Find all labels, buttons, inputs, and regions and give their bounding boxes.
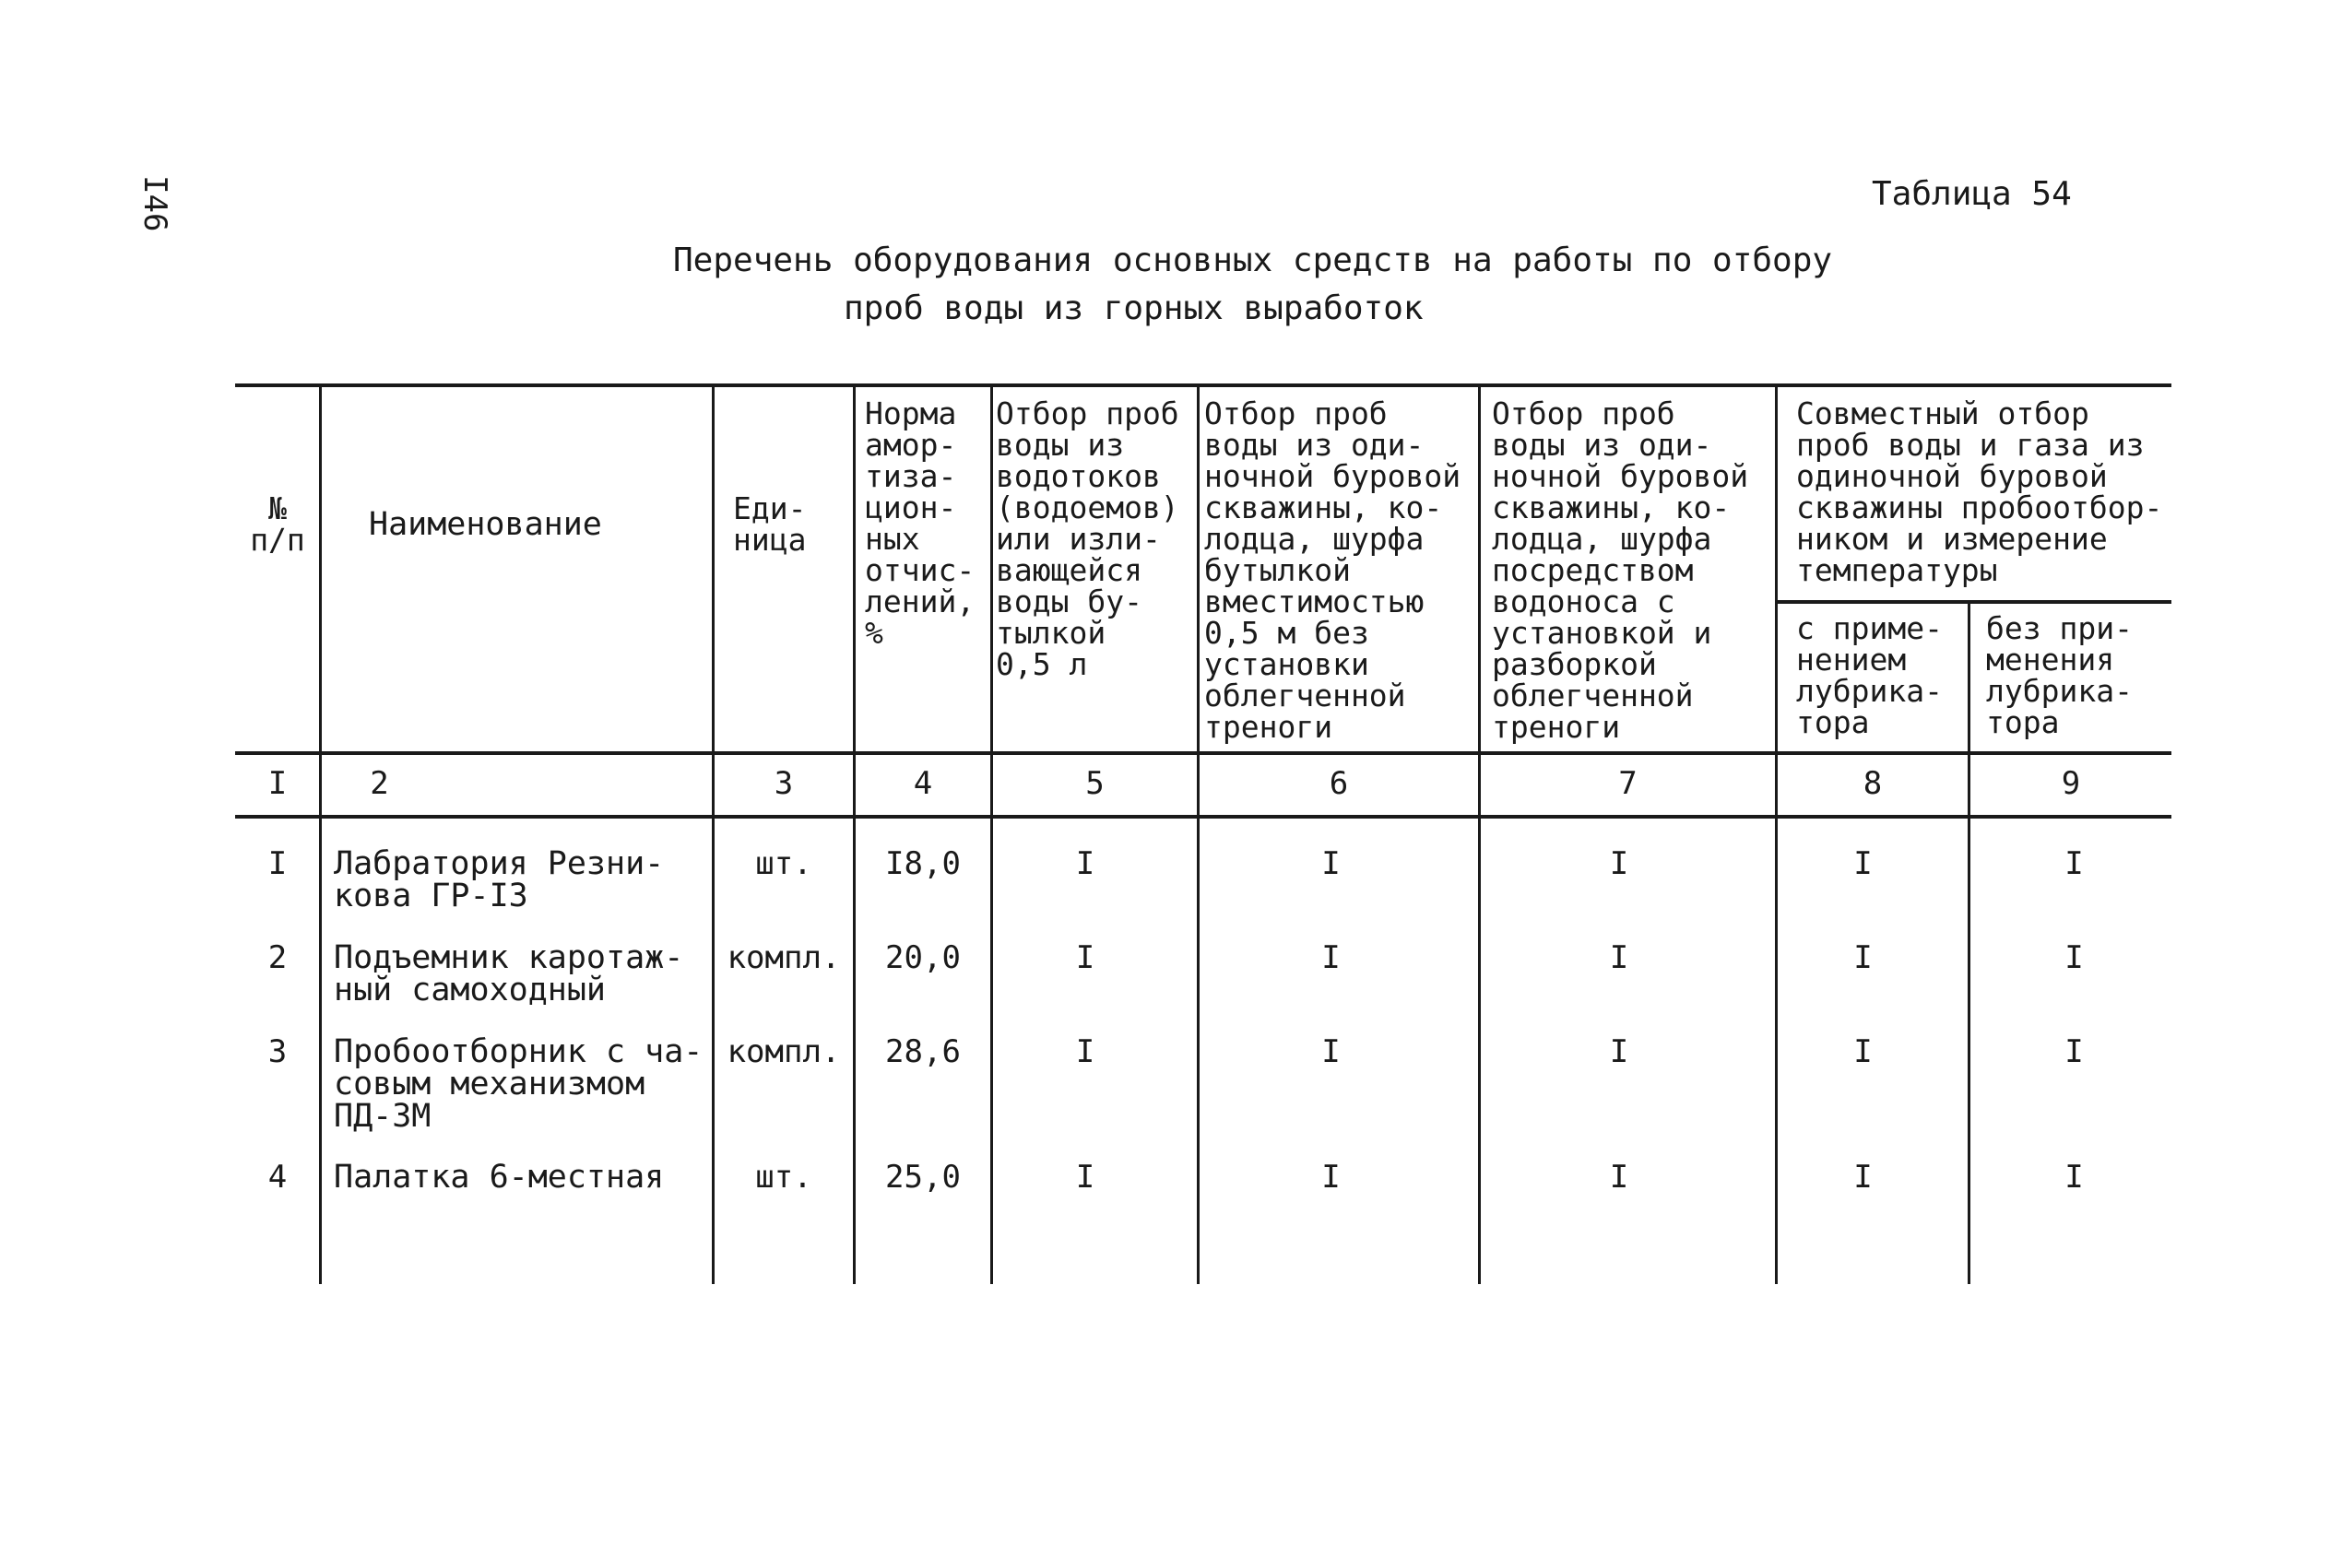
row-2-unit: компл.: [727, 939, 841, 976]
column-number: 7: [1618, 765, 1638, 802]
column-number: 4: [913, 765, 933, 802]
row-1-col-5: I: [1075, 845, 1095, 882]
row-2-col-6: I: [1321, 939, 1341, 976]
row-4-number: 4: [267, 1159, 288, 1196]
column-number: 5: [1085, 765, 1105, 802]
column-number: 6: [1329, 765, 1349, 802]
column-number: 2: [370, 765, 389, 802]
row-1-col-8: I: [1853, 845, 1873, 882]
header-col-5: Отбор проб воды из водотоков (водоемов) или изли- вающейся воды бу- тылкой 0,5 л: [996, 395, 1179, 682]
row-2-col-9: I: [2064, 939, 2084, 976]
row-4-col-9: I: [2064, 1159, 2084, 1196]
table-title-line-2: проб воды из горных выработок: [844, 289, 1424, 327]
subheader-rule: [1775, 600, 2171, 604]
row-3-number: 3: [267, 1033, 288, 1070]
header-col-7: Отбор проб воды из оди- ночной буровой скважины, ко- лодца, шурфа посредством водоноса с установкой и разборкой облегченной треноги: [1492, 395, 1749, 745]
row-4-col-8: I: [1853, 1159, 1873, 1196]
row-2-number: 2: [267, 939, 288, 976]
row-3-name: Пробоотборник с ча- совым механизмом ПД-3М: [334, 1033, 704, 1135]
header-unit: Еди- ница: [733, 490, 807, 558]
column-divider: [853, 385, 856, 1284]
row-3-col-9: I: [2064, 1033, 2084, 1070]
column-divider: [712, 385, 715, 1284]
header-bottom-rule: [235, 751, 2171, 755]
row-2-col-5: I: [1075, 939, 1095, 976]
column-numbers-bottom-rule: [235, 815, 2171, 819]
header-col-9: без при- менения лубрика- тора: [1986, 610, 2133, 740]
column-divider: [990, 385, 993, 1284]
column-divider: [1478, 385, 1481, 1284]
table-title-line-1: Перечень оборудования основных средств на работы по отбору: [673, 242, 1833, 279]
row-3-col-7: I: [1609, 1033, 1629, 1070]
column-divider: [1197, 385, 1200, 1284]
header-col-8: с приме- нением лубрика- тора: [1796, 610, 1943, 740]
row-1-col-9: I: [2064, 845, 2084, 882]
row-4-norm: 25,0: [885, 1159, 961, 1196]
column-number: I: [267, 765, 288, 802]
row-4-name: Палатка 6-местная: [334, 1159, 665, 1196]
column-divider: [319, 385, 322, 1284]
row-1-col-6: I: [1321, 845, 1341, 882]
row-1-col-7: I: [1609, 845, 1629, 882]
header-amortization-norm: Норма амор- тиза- цион- ных отчис- лений, %: [865, 395, 976, 651]
table-label: Таблица 54: [1872, 175, 2072, 213]
header-name: Наименование: [369, 506, 602, 543]
row-1-unit: шт.: [755, 845, 812, 882]
row-3-col-6: I: [1321, 1033, 1341, 1070]
row-3-col-5: I: [1075, 1033, 1095, 1070]
header-number: № п/п: [250, 490, 305, 558]
row-2-col-7: I: [1609, 939, 1629, 976]
column-number: 3: [774, 765, 794, 802]
row-3-norm: 28,6: [885, 1033, 961, 1070]
row-4-unit: шт.: [755, 1159, 812, 1196]
row-4-col-5: I: [1075, 1159, 1095, 1196]
row-4-col-6: I: [1321, 1159, 1341, 1196]
row-1-norm: I8,0: [885, 845, 961, 882]
header-col-6: Отбор проб воды из оди- ночной буровой скважины, ко- лодца, шурфа бутылкой вместимостью 0,5 м без установки облегченной треноги: [1204, 395, 1461, 745]
header-col-8-9-group: Совместный отбор проб воды и газа из одиночной буровой скважины пробоотбор- ником и измерение температуры: [1796, 395, 2163, 588]
row-1-name: Лабратория Резни- кова ГР-I3: [334, 845, 665, 914]
row-3-unit: компл.: [727, 1033, 841, 1070]
row-2-col-8: I: [1853, 939, 1873, 976]
column-number: 9: [2061, 765, 2081, 802]
row-3-col-8: I: [1853, 1033, 1873, 1070]
table-top-rule: [235, 383, 2171, 387]
column-divider: [1775, 385, 1778, 1284]
row-2-norm: 20,0: [885, 939, 961, 976]
column-number: 8: [1863, 765, 1883, 802]
row-1-number: I: [267, 845, 288, 882]
page-number: I46: [136, 175, 173, 232]
row-2-name: Подъемник каротаж- ный самоходный: [334, 939, 684, 1008]
row-4-col-7: I: [1609, 1159, 1629, 1196]
